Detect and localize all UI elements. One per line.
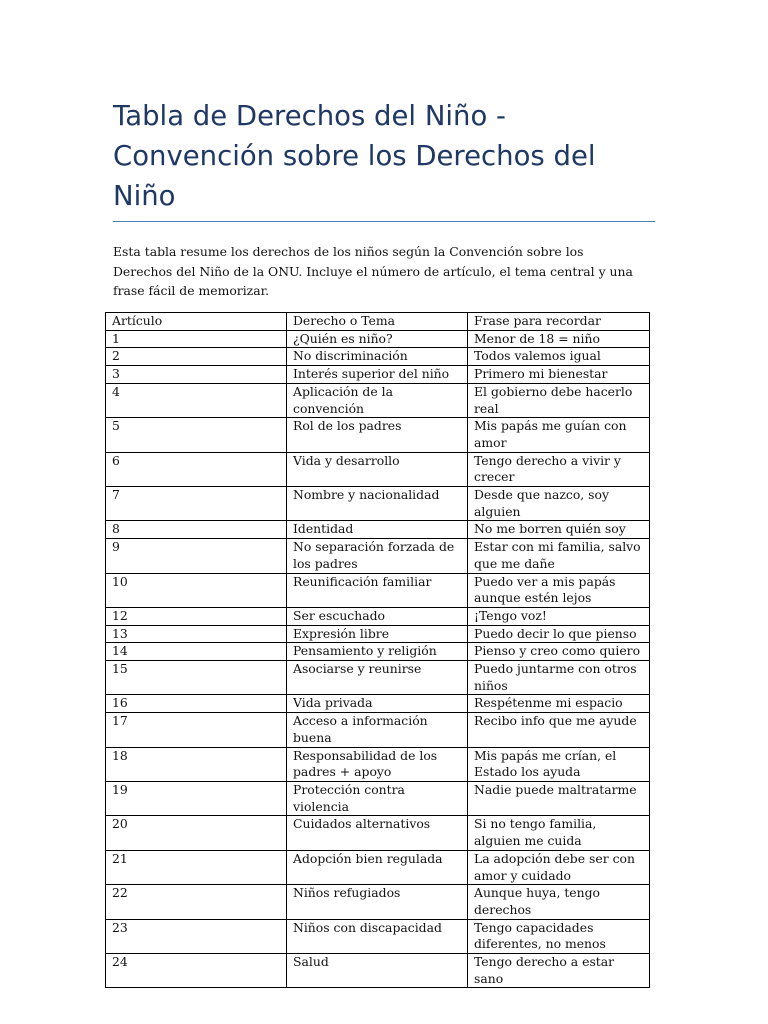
cell-right: ¿Quién es niño? <box>287 330 468 348</box>
cell-phrase: Tengo derecho a estar sano <box>468 954 650 988</box>
cell-article: 16 <box>106 695 287 713</box>
cell-right: Aplicación de la convención <box>287 383 468 417</box>
cell-phrase: Puedo juntarme con otros niños <box>468 661 650 695</box>
table-row <box>106 418 650 452</box>
table-row <box>106 366 650 384</box>
cell-phrase: Si no tengo familia, alguien me cuida <box>468 816 650 850</box>
table-row <box>106 607 650 625</box>
cell-phrase: Nadie puede maltratarme <box>468 781 650 815</box>
table-row <box>106 919 650 953</box>
cell-article: 15 <box>106 661 287 695</box>
table-row <box>106 487 650 521</box>
cell-right: Asociarse y reunirse <box>287 661 468 695</box>
cell-right: Vida privada <box>287 695 468 713</box>
table-row <box>106 348 650 366</box>
cell-right: Protección contra violencia <box>287 781 468 815</box>
cell-right: Adopción bien regulada <box>287 850 468 884</box>
cell-article: 20 <box>106 816 287 850</box>
cell-right: Ser escuchado <box>287 607 468 625</box>
rights-table-body <box>106 313 650 988</box>
intro-paragraph: Esta tabla resume los derechos de los niños según la Convención sobre los Derechos del Niño de la ONU. Incluye el número de artículo, el tema central y una frase fácil de memorizar. <box>113 244 633 298</box>
cell-phrase: ¡Tengo voz! <box>468 607 650 625</box>
table-row <box>106 850 650 884</box>
cell-right: Rol de los padres <box>287 418 468 452</box>
cell-article: 13 <box>106 625 287 643</box>
table-row <box>106 781 650 815</box>
cell-phrase: Estar con mi familia, salvo que me dañe <box>468 539 650 573</box>
table-row <box>106 713 650 747</box>
cell-article: 21 <box>106 850 287 884</box>
table-row <box>106 695 650 713</box>
cell-phrase: La adopción debe ser con amor y cuidado <box>468 850 650 884</box>
table-row <box>106 625 650 643</box>
cell-article: 4 <box>106 383 287 417</box>
cell-phrase: Mis papás me guían con amor <box>468 418 650 452</box>
cell-article: 1 <box>106 330 287 348</box>
cell-phrase: Desde que nazco, soy alguien <box>468 487 650 521</box>
cell-right: Nombre y nacionalidad <box>287 487 468 521</box>
cell-right: No discriminación <box>287 348 468 366</box>
header-articulo: Artículo <box>106 313 287 331</box>
cell-article: 19 <box>106 781 287 815</box>
title-divider <box>113 221 655 222</box>
cell-phrase: Tengo capacidades diferentes, no menos <box>468 919 650 953</box>
cell-phrase: El gobierno debe hacerlo real <box>468 383 650 417</box>
table-row <box>106 747 650 781</box>
cell-article: 10 <box>106 573 287 607</box>
cell-article: 22 <box>106 885 287 919</box>
cell-right: Salud <box>287 954 468 988</box>
cell-phrase: Pienso y creo como quiero <box>468 643 650 661</box>
document-title: Tabla de Derechos del Niño - Convención sobre los Derechos del Niño <box>113 100 596 212</box>
cell-right: Cuidados alternativos <box>287 816 468 850</box>
table-row <box>106 330 650 348</box>
cell-article: 3 <box>106 366 287 384</box>
cell-article: 5 <box>106 418 287 452</box>
cell-article: 14 <box>106 643 287 661</box>
cell-right: Identidad <box>287 521 468 539</box>
cell-phrase: Aunque huya, tengo derechos <box>468 885 650 919</box>
cell-right: Expresión libre <box>287 625 468 643</box>
table-row <box>106 452 650 486</box>
cell-article: 7 <box>106 487 287 521</box>
cell-right: Responsabilidad de los padres + apoyo <box>287 747 468 781</box>
cell-article: 23 <box>106 919 287 953</box>
table-row <box>106 661 650 695</box>
cell-article: 2 <box>106 348 287 366</box>
cell-right: Reunificación familiar <box>287 573 468 607</box>
cell-phrase: No me borren quién soy <box>468 521 650 539</box>
cell-right: Pensamiento y religión <box>287 643 468 661</box>
table-row <box>106 521 650 539</box>
cell-phrase: Menor de 18 = niño <box>468 330 650 348</box>
cell-phrase: Puedo decir lo que pienso <box>468 625 650 643</box>
cell-phrase: Mis papás me crían, el Estado los ayuda <box>468 747 650 781</box>
cell-right: Acceso a información buena <box>287 713 468 747</box>
table-row <box>106 643 650 661</box>
rights-table <box>105 312 650 988</box>
table-row <box>106 383 650 417</box>
header-derecho: Derecho o Tema <box>287 313 468 331</box>
cell-article: 12 <box>106 607 287 625</box>
cell-right: Niños refugiados <box>287 885 468 919</box>
table-row <box>106 954 650 988</box>
cell-phrase: Tengo derecho a vivir y crecer <box>468 452 650 486</box>
cell-right: Niños con discapacidad <box>287 919 468 953</box>
header-frase: Frase para recordar <box>468 313 650 331</box>
table-row <box>106 573 650 607</box>
cell-phrase: Primero mi bienestar <box>468 366 650 384</box>
cell-article: 8 <box>106 521 287 539</box>
cell-phrase: Todos valemos igual <box>468 348 650 366</box>
cell-right: Interés superior del niño <box>287 366 468 384</box>
table-header-row <box>106 313 650 331</box>
table-row <box>106 539 650 573</box>
cell-article: 18 <box>106 747 287 781</box>
table-row <box>106 816 650 850</box>
table-row <box>106 885 650 919</box>
cell-phrase: Respétenme mi espacio <box>468 695 650 713</box>
cell-phrase: Puedo ver a mis papás aunque estén lejos <box>468 573 650 607</box>
cell-right: Vida y desarrollo <box>287 452 468 486</box>
cell-article: 9 <box>106 539 287 573</box>
cell-right: No separación forzada de los padres <box>287 539 468 573</box>
cell-article: 6 <box>106 452 287 486</box>
cell-phrase: Recibo info que me ayude <box>468 713 650 747</box>
cell-article: 17 <box>106 713 287 747</box>
cell-article: 24 <box>106 954 287 988</box>
